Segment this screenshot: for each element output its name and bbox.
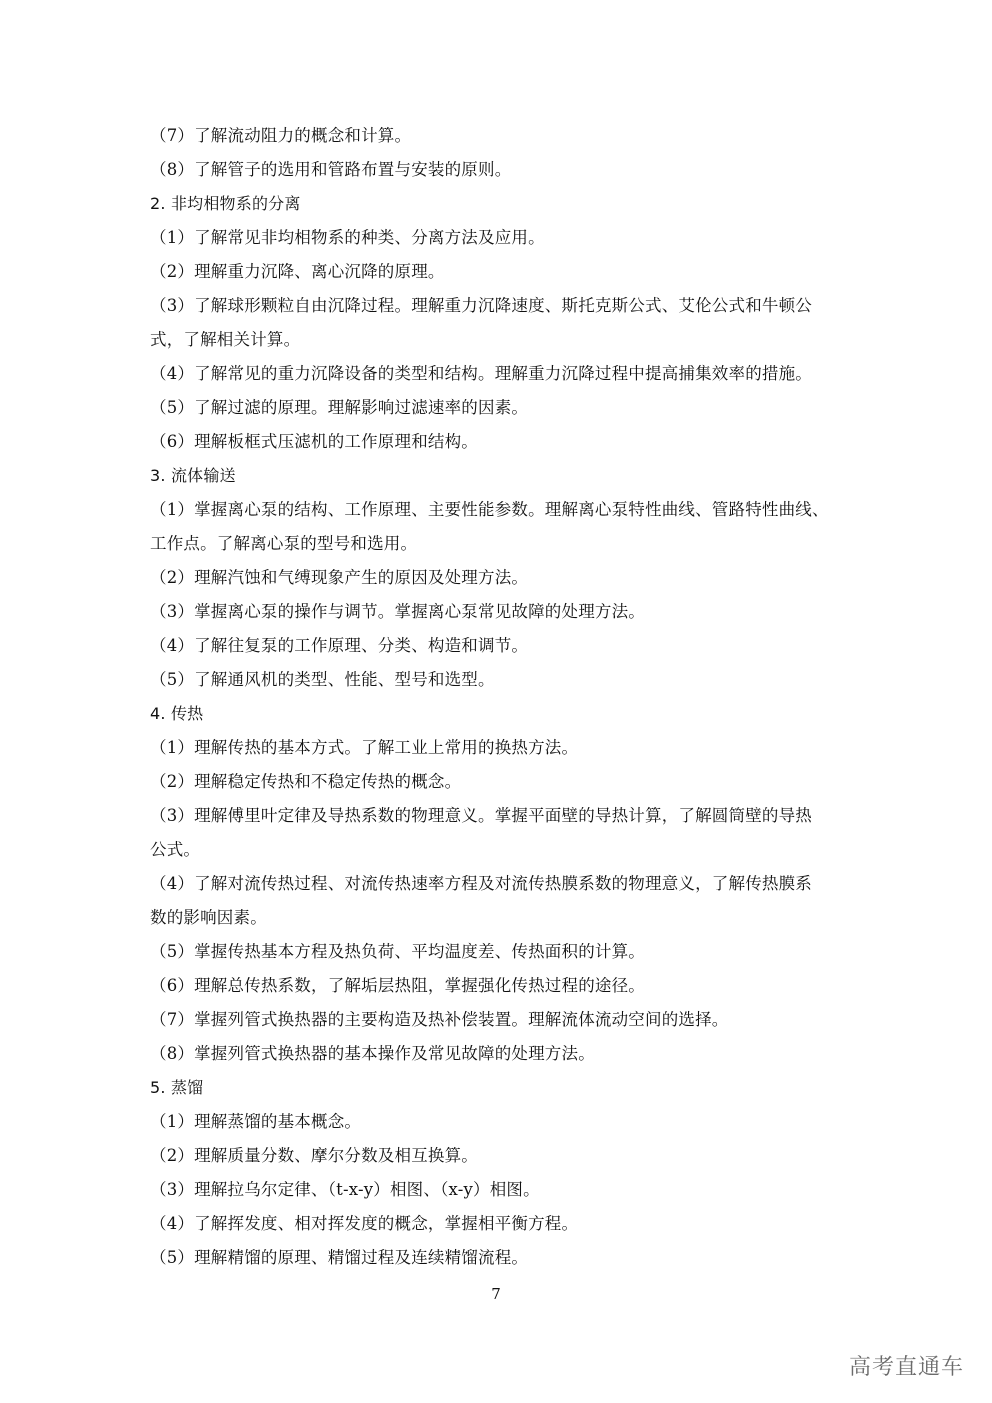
- section-heading: 5. 蒸馏: [150, 1078, 204, 1097]
- text-line: （6）理解板框式压滤机的工作原理和结构。: [150, 432, 478, 451]
- text-line: （1）掌握离心泵的结构、工作原理、主要性能参数。理解离心泵特性曲线、管路特性曲线、: [150, 500, 829, 519]
- text-line: （2）理解稳定传热和不稳定传热的概念。: [150, 772, 462, 791]
- text-line: （2）理解质量分数、摩尔分数及相互换算。: [150, 1146, 478, 1165]
- text-line: （5）了解过滤的原理。理解影响过滤速率的因素。: [150, 398, 529, 417]
- text-line: （8）了解管子的选用和管路布置与安装的原则。: [150, 160, 512, 179]
- text-line: 式，了解相关计算。: [150, 330, 301, 349]
- document-body: [150, 119, 850, 1275]
- page-number: 7: [491, 1285, 501, 1303]
- text-line: （4）了解对流传热过程、对流传热速率方程及对流传热膜系数的物理意义，了解传热膜系: [150, 874, 812, 893]
- text-line: （3）理解拉乌尔定律、（t-x-y）相图、（x-y）相图。: [150, 1180, 540, 1199]
- text-line: 公式。: [150, 840, 201, 859]
- text-line: （3）掌握离心泵的操作与调节。掌握离心泵常见故障的处理方法。: [150, 602, 645, 621]
- text-line: （1）了解常见非均相物系的种类、分离方法及应用。: [150, 228, 545, 247]
- text-line: （3）理解傅里叶定律及导热系数的物理意义。掌握平面壁的导热计算，了解圆筒壁的导热: [150, 806, 812, 825]
- text-line: （5）理解精馏的原理、精馏过程及连续精馏流程。: [150, 1248, 529, 1267]
- text-line: （4）了解挥发度、相对挥发度的概念，掌握相平衡方程。: [150, 1214, 579, 1233]
- text-line: （8）掌握列管式换热器的基本操作及常见故障的处理方法。: [150, 1044, 595, 1063]
- text-line: （7）掌握列管式换热器的主要构造及热补偿装置。理解流体流动空间的选择。: [150, 1010, 729, 1029]
- text-line: （1）理解蒸馏的基本概念。: [150, 1112, 362, 1131]
- text-line: （1）理解传热的基本方式。了解工业上常用的换热方法。: [150, 738, 579, 757]
- text-line: （7）了解流动阻力的概念和计算。: [150, 126, 412, 145]
- text-line: 数的影响因素。: [150, 908, 267, 927]
- section-heading: 4. 传热: [150, 704, 204, 723]
- text-line: （4）了解往复泵的工作原理、分类、构造和调节。: [150, 636, 529, 655]
- text-line: 工作点。了解离心泵的型号和选用。: [150, 534, 418, 553]
- text-line: （6）理解总传热系数，了解垢层热阻，掌握强化传热过程的途径。: [150, 976, 645, 995]
- text-line: （5）掌握传热基本方程及热负荷、平均温度差、传热面积的计算。: [150, 942, 645, 961]
- section-heading: 2. 非均相物系的分离: [150, 194, 301, 213]
- section-heading: 3. 流体输送: [150, 466, 236, 485]
- text-line: （4）了解常见的重力沉降设备的类型和结构。理解重力沉降过程中提高捕集效率的措施。: [150, 364, 812, 383]
- watermark-text: 高考直通车: [848, 1355, 964, 1380]
- text-line: （2）理解汽蚀和气缚现象产生的原因及处理方法。: [150, 568, 529, 587]
- text-line: （2）理解重力沉降、离心沉降的原理。: [150, 262, 445, 281]
- text-line: （5）了解通风机的类型、性能、型号和选型。: [150, 670, 495, 689]
- text-line: （3）了解球形颗粒自由沉降过程。理解重力沉降速度、斯托克斯公式、艾伦公式和牛顿公: [150, 296, 812, 315]
